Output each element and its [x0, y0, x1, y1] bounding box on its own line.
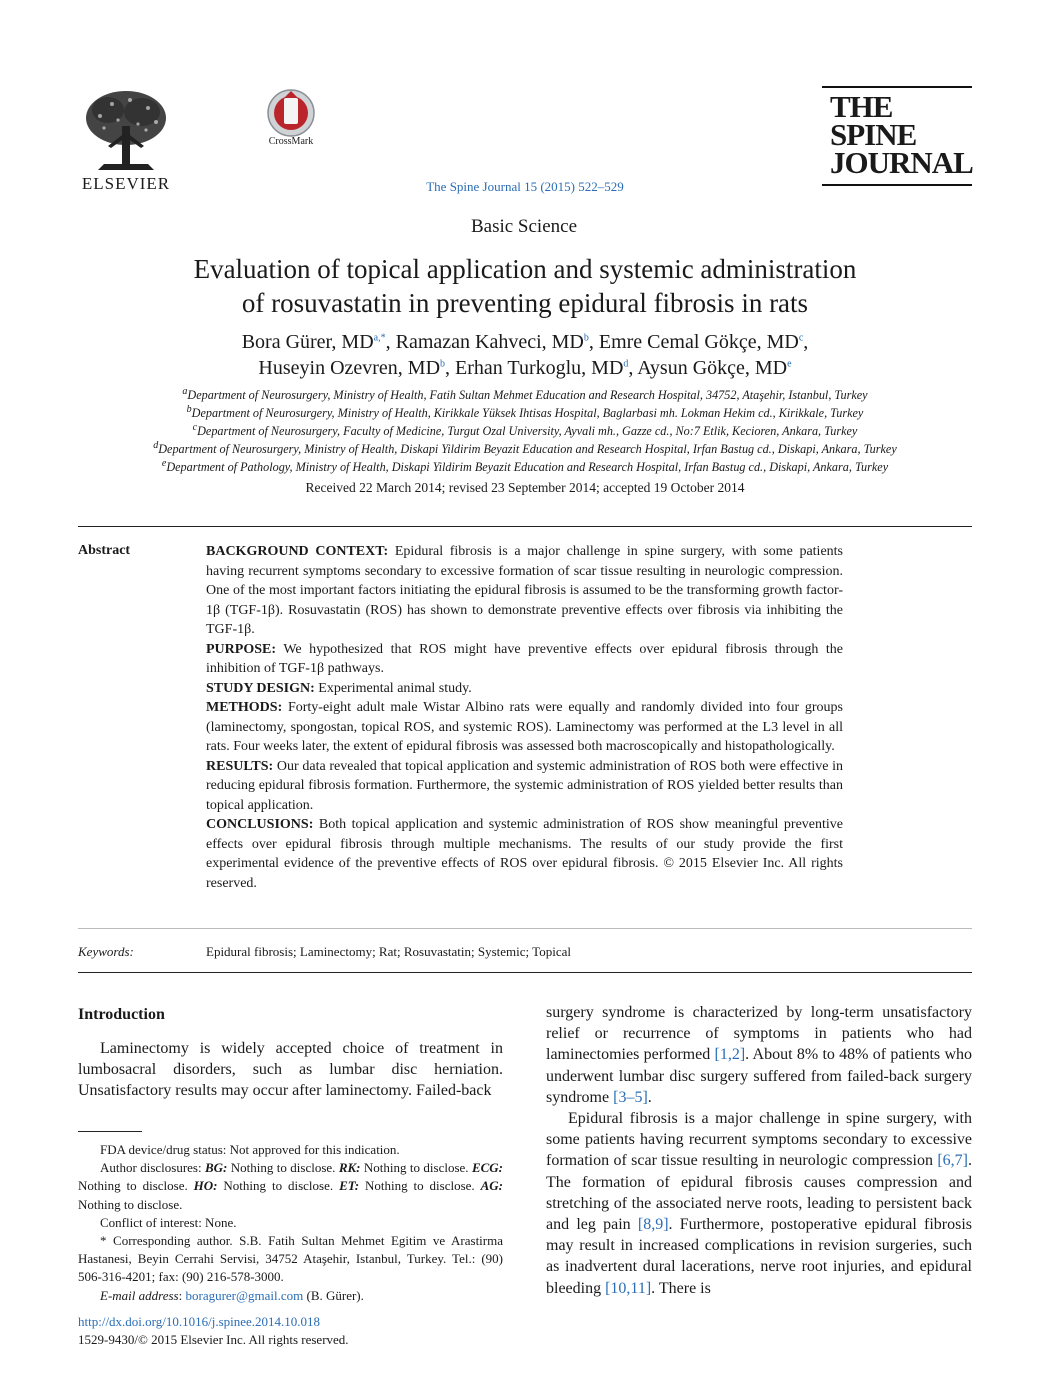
author-separator: ,	[445, 357, 456, 379]
email-owner: (B. Gürer).	[303, 1287, 364, 1303]
article-title	[80, 252, 970, 320]
abstract-section	[206, 757, 843, 816]
intro-text: Epidural fibrosis is a major challenge in spine surgery, with some patients having recurrent symptoms secondary to excessive formation of scar tissue resulting in neurologic compression	[546, 1110, 972, 1170]
author-name: Bora Gürer, MD	[241, 331, 374, 353]
disclosure-text: Nothing to disclose.	[359, 1178, 481, 1194]
disclosures-lead: Author disclosures:	[100, 1160, 205, 1176]
affiliation-sup: c	[192, 421, 198, 433]
crossmark-label: CrossMark	[268, 136, 314, 147]
disclosure-text: Nothing to disclose.	[78, 1178, 194, 1194]
footnote-rule	[78, 1131, 142, 1132]
author-name: Huseyin Ozevren, MD	[258, 357, 441, 379]
affiliation-text: Department of Neurosurgery, Ministry of Health, Diskapi Yildirim Beyazit Education and Research Hospital, Irfan Bastug cd., Diskapi, Ankara, Turkey	[158, 442, 897, 456]
abstract-heading: METHODS:	[206, 700, 283, 715]
abstract-text: We hypothesized that ROS might have preventive effects over epidural fibrosis through the inhibition of TGF-1β pathways.	[206, 641, 843, 676]
affiliation-line	[40, 458, 1010, 476]
intro-paragraph	[546, 1002, 972, 1108]
affiliation-line	[40, 404, 1010, 422]
email-link[interactable]: boragurer@gmail.com	[185, 1287, 304, 1303]
affiliation-line	[40, 386, 1010, 404]
affiliation-sup: d	[153, 439, 159, 451]
disclosure-text: Nothing to disclose.	[217, 1178, 340, 1194]
intro-paragraph: Laminectomy is widely accepted choice of treatment in lumbosacral disorders, such as lumbar disc herniation. Unsatisfactory results may occur after laminectomy. Failed-back	[78, 1040, 503, 1100]
introduction-heading: Introduction	[78, 1006, 165, 1023]
abstract-heading: STUDY DESIGN:	[206, 680, 315, 696]
abstract-heading: PURPOSE:	[206, 641, 276, 657]
journal-logo-line-3: JOURNAL	[830, 145, 973, 180]
disclosure-text: Nothing to disclose.	[360, 1160, 472, 1176]
citation-link[interactable]: [1,2]	[714, 1046, 746, 1064]
publisher-name: ELSEVIER	[81, 174, 171, 193]
citation-link[interactable]: [3–5]	[613, 1088, 648, 1106]
journal-logo-line-2: SPINE	[830, 117, 917, 152]
affiliation-sup: e	[161, 457, 167, 469]
intro-text: surgery syndrome is characterized by long-term unsatisfactory relief or recurrence of symptoms in patients who had laminectomies performed	[546, 1004, 972, 1064]
corresponding-author: * Corresponding author. S.B. Fatih Sultan Mehmet Egitim ve Arastirma Hastanesi, Beyin Cerrahi Servisi, 34752 Ataşehir, Istanbul, Turkey. Tel.: (90) 506-316-4201; fax: (90) 216-578-3000.	[78, 1233, 503, 1285]
abstract-text: Our data revealed that topical application and systemic administration of ROS both were effective in reducing epidural fibrosis formation. Furthermore, the systemic administration of ROS yielded better results than topical application.	[206, 758, 844, 813]
disclosure-text: Nothing to disclose.	[227, 1160, 339, 1176]
page-footer	[78, 1313, 503, 1349]
intro-text: . The formation of epidural fibrosis causes compression and stretching of the associated nerve roots, leading to persistent back and leg pain	[546, 1152, 972, 1234]
section-label: Basic Science	[470, 216, 578, 237]
author-affiliation-sup[interactable]: e	[787, 358, 792, 370]
intro-text: . About 8% to 48% of patients who underwent lumbar disc surgery suffered from failed-back surgery syndrome	[546, 1046, 972, 1106]
abstract-text: Experimental animal study.	[318, 680, 472, 696]
author-name: Erhan Turkoglu, MD	[455, 357, 624, 379]
author-affiliation-sup[interactable]: a,*	[373, 332, 386, 344]
author-separator: ,	[385, 331, 396, 353]
disclosure-code: BG:	[205, 1160, 228, 1176]
fda-status: FDA device/drug status: Not approved for this indication.	[100, 1142, 400, 1157]
abstract-text: Epidural fibrosis is a major challenge in spine surgery, with some patients having recurrent symptoms secondary to excessive formation of scar tissue resulting in neurologic compression. One of the most important factors initiating the epidural fibrosis is assumed to be the transforming growth factor-1β (TGF-1β). Rosuvastatin (ROS) has shown to demonstrate preventive effects over fibrosis via inhibiting the TGF-1β.	[206, 544, 844, 637]
abstract-top-rule	[78, 526, 972, 527]
disclosure-code: HO:	[193, 1178, 218, 1194]
disclosure-code: AG:	[480, 1178, 504, 1194]
abstract-section	[206, 542, 843, 640]
abstract-text: Forty-eight adult male Wistar Albino rats were equally and randomly divided into four groups (laminectomy, spongostan, topical ROS, and systemic ROS). Laminectomy was performed at the L3 level in all rats. Four weeks later, the extent of epidural fibrosis was assessed both macroscopically and histopathologically.	[206, 700, 843, 754]
journal-citation[interactable]: The Spine Journal 15 (2015) 522–529	[426, 179, 624, 194]
disclosure-code: ET:	[339, 1178, 360, 1194]
author-name: Aysun Gökçe, MD	[637, 357, 788, 379]
author-list	[80, 329, 970, 381]
intro-text: .	[647, 1088, 652, 1106]
author-name: Ramazan Kahveci, MD	[395, 331, 584, 353]
email-label: E-mail address	[100, 1287, 179, 1303]
abstract-section	[206, 815, 843, 893]
abstract-heading: CONCLUSIONS:	[206, 817, 314, 832]
abstract-body	[206, 542, 843, 893]
spine-journal-logo	[822, 86, 972, 188]
email-colon: :	[178, 1287, 186, 1303]
citation-link[interactable]: [8,9]	[637, 1216, 669, 1234]
author-affiliation-sup[interactable]: c	[798, 332, 804, 344]
affiliations	[40, 386, 1010, 476]
abstract-heading: BACKGROUND CONTEXT:	[206, 544, 389, 559]
conflict-of-interest: Conflict of interest: None.	[100, 1214, 237, 1230]
disclosure-code: RK:	[338, 1160, 361, 1176]
abstract-bottom-rule	[78, 972, 972, 973]
keywords: Epidural fibrosis; Laminectomy; Rat; Rosuvastatin; Systemic; Topical	[206, 944, 571, 959]
author-affiliation-sup[interactable]: d	[623, 358, 629, 370]
affiliation-sup: a	[182, 385, 188, 397]
affiliation-text: Department of Neurosurgery, Faculty of Medicine, Turgut Ozal University, Ayvali mh., Gazze cd., No:7 Etlik, Kecioren, Ankara, Turkey	[197, 424, 858, 438]
author-name: Emre Cemal Gökçe, MD	[598, 331, 799, 353]
abstract-section	[206, 698, 843, 757]
affiliation-text: Department of Pathology, Ministry of Health, Diskapi Yildirim Beyazit Education and Research Hospital, Irfan Bastug cd., Diskapi, Ankara, Turkey	[166, 460, 889, 474]
affiliation-line	[40, 422, 1010, 440]
intro-paragraph	[546, 1108, 972, 1299]
affiliation-text: Department of Neurosurgery, Ministry of Health, Fatih Sultan Mehmet Education and Research Hospital, 34752, Ataşehir, Istanbul, Turkey	[187, 388, 868, 402]
author-separator: ,	[628, 357, 638, 379]
journal-logo-line-1: THE	[830, 89, 893, 124]
citation-link[interactable]: [10,11]	[605, 1279, 652, 1297]
abstract-heading: RESULTS:	[206, 758, 274, 774]
keywords-divider	[78, 928, 972, 929]
author-separator: ,	[803, 331, 809, 353]
abstract-section	[206, 640, 843, 679]
intro-text: . Furthermore, postoperative epidural fibrosis may result in increased complications in revision surgeries, such as inadvertent dural lacerations, nerve root injuries, and epidural bleeding	[546, 1216, 972, 1297]
citation-link[interactable]: [6,7]	[937, 1152, 968, 1170]
disclosure-text: Nothing to disclose.	[78, 1196, 183, 1212]
intro-text: . There is	[651, 1279, 711, 1297]
email-line	[78, 1287, 503, 1305]
author-disclosures	[78, 1159, 503, 1214]
copyright: 1529-9430/© 2015 Elsevier Inc. All rights reserved.	[78, 1332, 349, 1347]
right-column	[546, 1002, 972, 1299]
keywords-label: Keywords:	[78, 944, 134, 959]
footnotes	[78, 1141, 503, 1305]
left-column	[78, 1038, 503, 1102]
abstract-text: Both topical application and systemic administration of ROS show meaningful preventive effects over epidural fibrosis through multiple mechanisms. The results of our study provide the first experimental evidence of the preventive effects of ROS over epidural fibrosis. © 2015 Elsevier Inc. All rights reserved.	[206, 817, 844, 891]
author-separator: ,	[588, 331, 599, 353]
author-affiliation-sup[interactable]: b	[583, 332, 589, 344]
affiliation-text: Department of Neurosurgery, Ministry of Health, Kirikkale Yüksek Ihtisas Hospital, Baglarbasi mh. Lokman Hekim cd., Kirikkale, Turkey	[191, 406, 864, 420]
affiliation-line	[40, 440, 1010, 458]
title-line-2: of rosuvastatin in preventing epidural fibrosis in rats	[241, 288, 809, 318]
author-affiliation-sup[interactable]: b	[440, 358, 446, 370]
title-line-1: Evaluation of topical application and systemic administration	[193, 254, 857, 284]
abstract-label: Abstract	[78, 543, 131, 558]
received-dates: Received 22 March 2014; revised 23 September 2014; accepted 19 October 2014	[305, 480, 745, 495]
disclosure-code: ECG:	[471, 1160, 503, 1176]
affiliation-sup: b	[186, 403, 192, 415]
doi-link[interactable]: http://dx.doi.org/10.1016/j.spinee.2014.10.018	[78, 1314, 321, 1329]
abstract-section	[206, 679, 843, 699]
